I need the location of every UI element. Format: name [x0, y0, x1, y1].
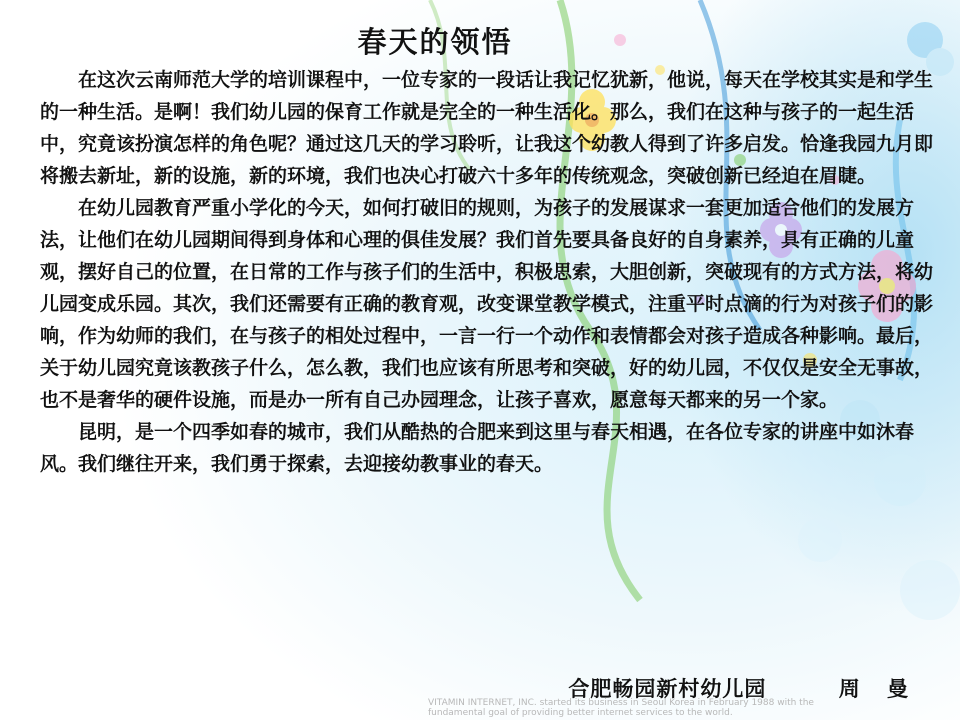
signature-author: 周 曼 [838, 677, 918, 701]
paragraph: 在幼儿园教育严重小学化的今天，如何打破旧的规则，为孩子的发展谋求一套更加适合他们的发展方法，让他们在幼儿园期间得到身体和心理的俱佳发展？我们首先要具备良好的自身素养，具有正确的儿童观，摆好自己的位置，在日常的工作与孩子们的生活中，积极思索，大胆创新，突破现有的方式方法，将幼儿园变成乐园。其次，我们还需要有正确的教育观，改变课堂教学模式，注重平时点滴的行为对孩子们的影响，作为幼师的我们，在与孩子的相处过程中，一言一行一个动作和表情都会对孩子造成各种影响。最后，关于幼儿园究竟该教孩子什么，怎么教，我们也应该有所思考和突破，好的幼儿园，不仅仅是安全无事故，也不是奢华的硬件设施，而是办一所有自己办园理念，让孩子喜欢，愿意每天都来的另一个家。 [40, 197, 934, 411]
essay-body [40, 64, 940, 480]
signature-organization: 合肥畅园新村幼儿园 [568, 677, 767, 701]
watermark-line: fundamental goal of providing better internet services to the world. [428, 708, 733, 718]
paragraph: 在这次云南师范大学的培训课程中，一位专家的一段话让我记忆犹新，他说，每天在学校其实是和学生的一种生活。是啊！我们幼儿园的保育工作就是完全的一种生活化。那么，我们在这种与孩子的一起生活中，究竟该扮演怎样的角色呢？通过这几天的学习聆听，让我这个幼教人得到了许多启发。恰逢我园九月即将搬去新址，新的设施，新的环境，我们也决心打破六十多年的传统观念，突破创新已经迫在眉睫。 [40, 69, 934, 187]
paragraph: 昆明，是一个四季如春的城市，我们从酷热的合肥来到这里与春天相遇，在各位专家的讲座中如沐春风。我们继往开来，我们勇于探索，去迎接幼教事业的春天。 [40, 421, 915, 475]
signature [568, 673, 918, 703]
watermark-line: VITAMIN INTERNET, INC. started its business in Seoul Korea in February 1988 with the [428, 698, 814, 708]
page-title: 春天的领悟 [357, 25, 513, 59]
